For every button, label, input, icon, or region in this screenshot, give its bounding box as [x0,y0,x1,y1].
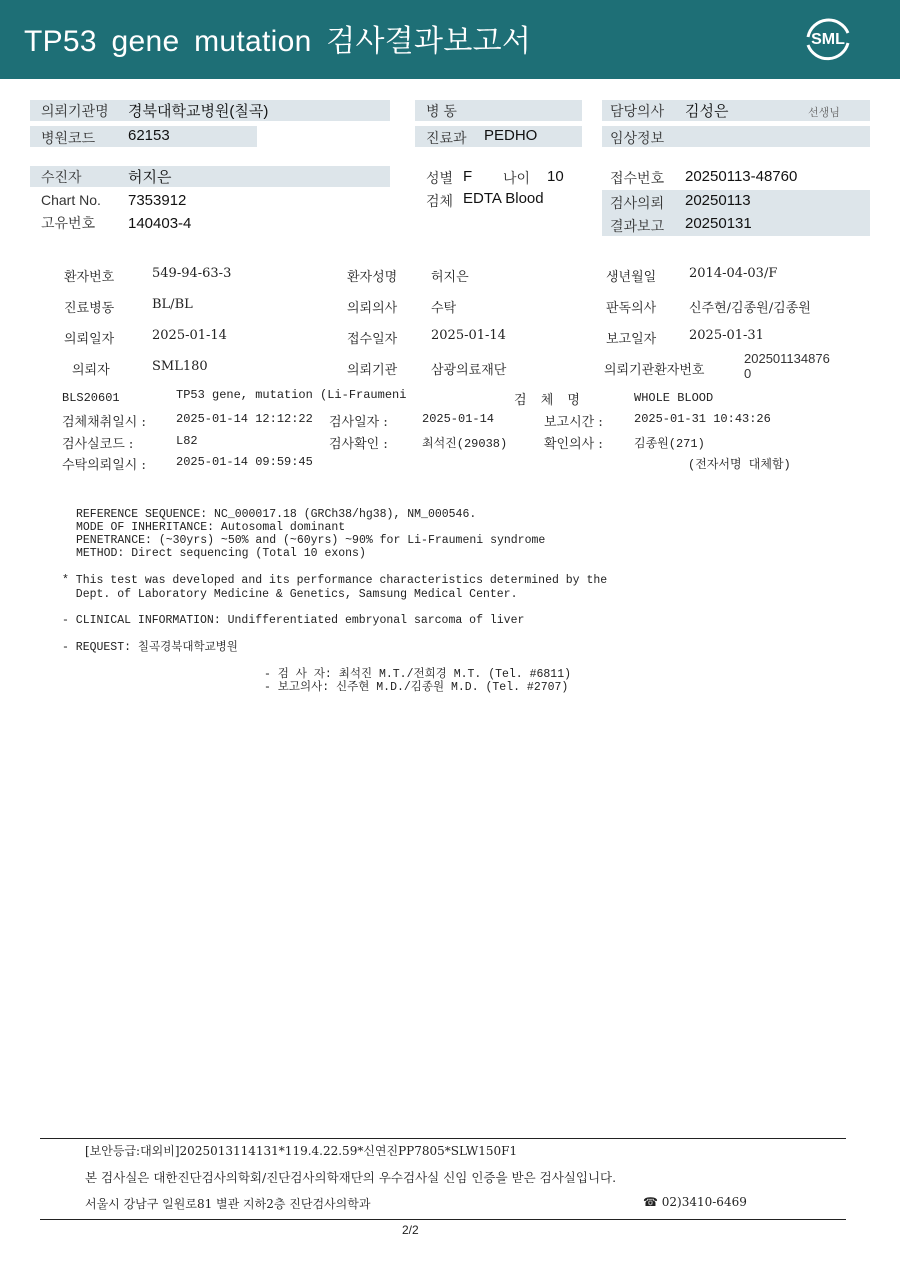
confdoc-value: 김종원(271) [634,437,705,451]
instpid-label: 의뢰기관환자번호 [604,363,705,378]
footer-security: [보안등급:대외비]2025013114131*119.4.22.59*신연진PP7805*SLW150F1 [85,1144,518,1158]
room-value: L82 [176,434,198,448]
confirm-value: 최석진(29038) [422,437,508,451]
report-line-inheritance: MODE OF INHERITANCE: Autosomal dominant [76,521,346,534]
sex-value: F [463,168,473,185]
repdate-value: 2025-01-31 [689,328,764,343]
sex-label: 성별 [426,170,454,186]
specimen-value: EDTA Blood [463,190,544,207]
chart-value: 7353912 [128,192,187,209]
recvtime-label: 수탁의뢰일시 : [62,458,146,473]
ward-label: 병 동 [426,103,457,119]
test-name: TP53 gene, mutation (Li-Fraumeni [176,388,407,402]
requester-label: 의뢰자 [72,363,110,378]
test-specimen-label: 검 체 명 [514,393,580,408]
reqdoc-value: 수탁 [431,301,457,316]
doctor-suffix: 선생님 [808,107,840,119]
clinical-label: 임상정보 [610,130,665,146]
esign-note: (전자서명 대체함) [688,458,791,472]
report-line-ref: REFERENCE SEQUENCE: NC_000017.18 (GRCh38/hg38), NM_000546. [76,508,477,521]
specimen-label: 검체 [426,193,454,209]
dward-value: BL/BL [152,297,193,312]
unique-label: 고유번호 [41,215,96,231]
reqdate-value: 2025-01-14 [152,328,227,343]
footer-bottom-rule [40,1219,846,1220]
receipt-value: 20250113-48760 [685,168,798,185]
report-line-penetrance: PENETRANCE: (~30yrs) ~50% and (~60yrs) ~90% for Li-Fraumeni syndrome [76,534,546,547]
collect-value: 2025-01-14 12:12:22 [176,412,313,426]
report-value: 20250131 [685,215,752,232]
dob-value: 2014-04-03/F [689,266,778,281]
collect-label: 검체채취일시 : [62,415,146,430]
patient-value: 허지은 [128,169,172,186]
sml-logo [800,11,856,67]
dob-label: 생년월일 [606,270,657,285]
report-line-reporter: - 보고의사: 신주현 M.D./김종원 M.D. (Tel. #2707) [264,681,569,694]
reader-label: 판독의사 [606,301,657,316]
report-line-request: - REQUEST: 칠곡경북대학교병원 [62,641,238,654]
pid-label: 환자번호 [64,270,115,285]
footer-certification: 본 검사실은 대한진단검사의학회/진단검사의학재단의 우수검사실 신임 인증을 받은 검사실입니다. [85,1170,617,1185]
unique-value: 140403-4 [128,215,192,232]
report-line-disclaimer-2: Dept. of Laboratory Medicine & Genetics, Samsung Medical Center. [62,588,518,601]
report-line-disclaimer-1: * This test was developed and its performance characteristics determined by the [62,574,608,587]
reqdoc-label: 의뢰의사 [347,301,398,316]
requester-value: SML180 [152,359,208,374]
report-label: 결과보고 [610,218,665,234]
receipt-label: 접수번호 [610,170,665,186]
hospital-code-label: 병원코드 [41,130,96,146]
chart-label: Chart No. [41,192,101,208]
patient-label: 수진자 [41,169,82,185]
page-number: 2/2 [402,1223,419,1237]
patient-row-bg [30,166,390,187]
instpid-value-1: 202501134876 [744,351,830,366]
report-title: TP53 gene mutation 검사결과보고서 [24,25,532,58]
test-specimen-value: WHOLE BLOOD [634,391,714,405]
dward-label: 진료병동 [64,301,115,316]
testdate-label: 검사일자 : [329,415,388,430]
report-line-tester: - 검 사 자: 최석진 M.T./전희경 M.T. (Tel. #6811) [264,668,572,681]
testdate-value: 2025-01-14 [422,412,495,426]
reptime-label: 보고시간 : [544,415,603,430]
pid-value: 549-94-63-3 [152,266,232,281]
room-label: 검사실코드 : [62,437,134,452]
reqinst-value: 삼광의료재단 [431,363,507,378]
pname-value: 허지은 [431,270,469,285]
footer-address: 서울시 강남구 일원로81 별관 지하2층 진단검사의학과 [85,1197,371,1211]
footer-phone: ☎ 02)3410-6469 [643,1195,747,1209]
reqinst-label: 의뢰기관 [347,363,398,378]
recdate-value: 2025-01-14 [431,328,506,343]
instpid-value-2: 0 [744,366,752,381]
reqdate-label: 의뢰일자 [64,332,115,347]
dept-label: 진료과 [426,130,467,146]
footer-top-rule [40,1138,846,1139]
confirm-label: 검사확인 : [329,437,388,452]
dept-value: PEDHO [484,127,538,144]
age-value: 10 [547,168,564,185]
age-label: 나이 [503,170,531,186]
reptime-value: 2025-01-31 10:43:26 [634,412,771,426]
repdate-label: 보고일자 [606,332,657,347]
report-line-clinical: - CLINICAL INFORMATION: Undifferentiated embryonal sarcoma of liver [62,614,525,627]
report-line-method: METHOD: Direct sequencing (Total 10 exons) [76,547,366,560]
svg-text:SML: SML [811,31,845,48]
institution-value: 경북대학교병원(칠곡) [128,103,269,120]
test-code: BLS20601 [62,391,120,405]
confdoc-label: 확인의사 : [544,437,603,452]
doctor-value: 김성은 [685,103,729,120]
recvtime-value: 2025-01-14 09:59:45 [176,455,313,469]
request-value: 20250113 [685,192,751,209]
recdate-label: 접수일자 [347,332,398,347]
hospital-code-value: 62153 [128,127,170,144]
request-label: 검사의뢰 [610,195,665,211]
pname-label: 환자성명 [347,270,398,285]
reader-value: 신주현/김종원/김종원 [689,301,811,316]
institution-label: 의뢰기관명 [41,103,109,119]
doctor-label: 담당의사 [610,103,665,119]
